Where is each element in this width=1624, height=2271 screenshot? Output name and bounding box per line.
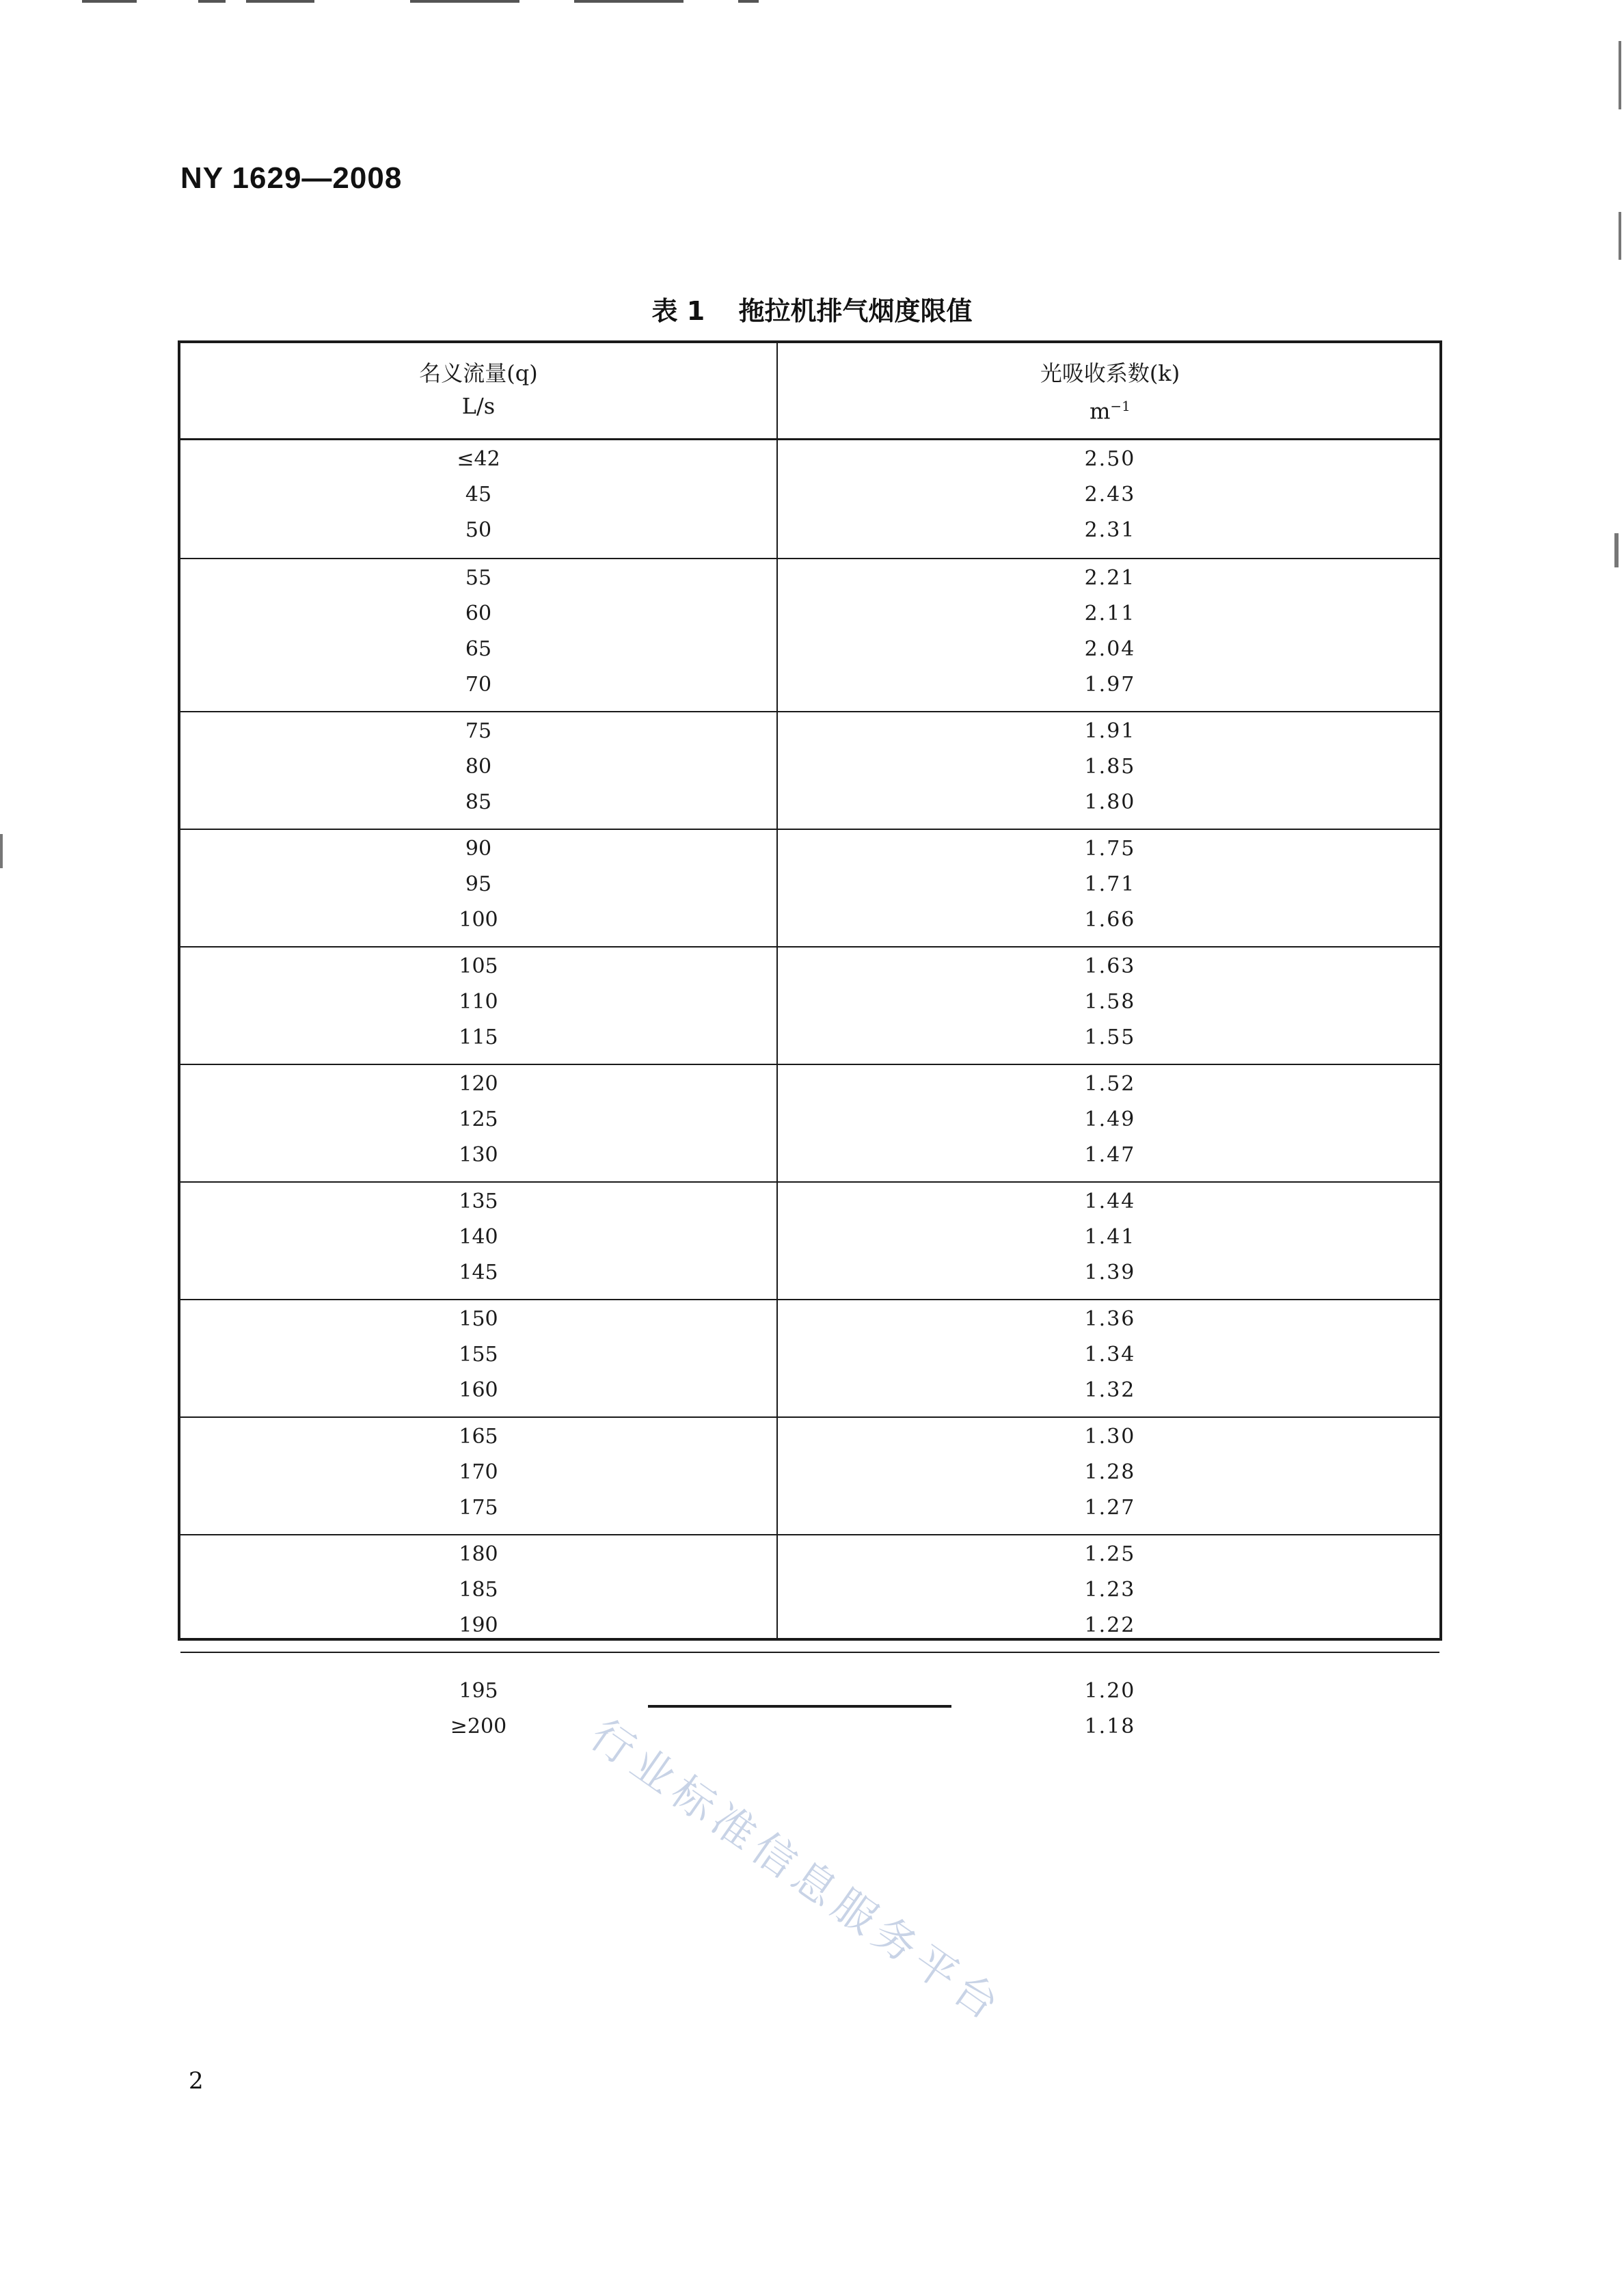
absorption-cell: 1.18 bbox=[1084, 1715, 1136, 1738]
flow-cell: 165 bbox=[459, 1425, 498, 1449]
absorption-cell: 2.31 bbox=[1084, 518, 1136, 542]
flow-cell: 75 bbox=[465, 719, 492, 743]
absorption-cell: 1.52 bbox=[1084, 1072, 1136, 1096]
table-row bbox=[180, 714, 1439, 749]
flow-cell: 190 bbox=[459, 1613, 498, 1637]
absorption-cell: 2.50 bbox=[1084, 447, 1136, 471]
table-row bbox=[180, 1220, 1439, 1255]
absorption-cell: 1.34 bbox=[1084, 1343, 1136, 1367]
table-row bbox=[180, 1709, 1439, 1745]
absorption-cell: 2.11 bbox=[1084, 602, 1136, 626]
absorption-cell: 1.32 bbox=[1084, 1378, 1136, 1402]
flow-cell: 195 bbox=[459, 1679, 498, 1703]
scan-mark bbox=[738, 0, 759, 3]
emission-limit-table bbox=[178, 340, 1442, 1738]
flow-cell: 180 bbox=[459, 1542, 498, 1566]
table-row bbox=[180, 1138, 1439, 1173]
unit-exponent: −1 bbox=[1110, 398, 1131, 414]
table-row bbox=[180, 867, 1439, 902]
absorption-cell: 1.39 bbox=[1084, 1261, 1136, 1285]
table-row bbox=[180, 1066, 1439, 1102]
standard-number: NY 1629—2008 bbox=[180, 161, 403, 195]
scan-mark bbox=[0, 834, 3, 868]
flow-cell: ≤42 bbox=[457, 447, 500, 471]
flow-cell: 160 bbox=[459, 1378, 498, 1402]
table-row-group bbox=[180, 1534, 1439, 1652]
flow-cell: 155 bbox=[459, 1343, 498, 1367]
absorption-cell: 1.20 bbox=[1084, 1679, 1136, 1703]
table-caption-label: 表 1 bbox=[651, 296, 705, 326]
absorption-cell: 1.23 bbox=[1084, 1578, 1136, 1602]
absorption-cell: 1.44 bbox=[1084, 1190, 1136, 1213]
absorption-cell: 1.91 bbox=[1084, 719, 1136, 743]
absorption-cell: 1.36 bbox=[1084, 1307, 1136, 1331]
table-row bbox=[180, 1102, 1439, 1138]
scan-mark bbox=[1619, 41, 1621, 109]
end-rule bbox=[648, 1705, 951, 1708]
flow-cell: ≥200 bbox=[450, 1715, 507, 1738]
table-row bbox=[180, 1020, 1439, 1056]
table-row bbox=[180, 561, 1439, 596]
table-row bbox=[180, 902, 1439, 938]
flow-cell: 80 bbox=[465, 755, 492, 779]
absorption-cell: 1.97 bbox=[1084, 673, 1136, 697]
table-row bbox=[180, 1674, 1439, 1709]
absorption-cell: 2.43 bbox=[1084, 483, 1136, 507]
scan-mark bbox=[246, 0, 314, 3]
table-row-group bbox=[180, 946, 1439, 1064]
flow-cell: 95 bbox=[465, 872, 492, 896]
table-row bbox=[180, 596, 1439, 632]
page-number: 2 bbox=[189, 2067, 204, 2095]
absorption-cell: 1.28 bbox=[1084, 1460, 1136, 1484]
absorption-cell: 1.47 bbox=[1084, 1143, 1136, 1167]
flow-cell: 85 bbox=[465, 790, 492, 814]
flow-cell: 55 bbox=[465, 566, 492, 590]
table-row bbox=[180, 1184, 1439, 1220]
absorption-cell: 1.22 bbox=[1084, 1613, 1136, 1637]
flow-cell: 65 bbox=[465, 637, 492, 661]
absorption-cell: 1.63 bbox=[1084, 954, 1136, 978]
column-header-flow-unit: L/s bbox=[461, 393, 496, 419]
flow-cell: 130 bbox=[459, 1143, 498, 1167]
table-row bbox=[180, 785, 1439, 820]
column-header-absorption-unit bbox=[778, 390, 1442, 428]
table-row bbox=[180, 477, 1439, 513]
table-row bbox=[180, 1537, 1439, 1572]
table-row bbox=[180, 831, 1439, 867]
table-row bbox=[180, 1419, 1439, 1455]
table-row bbox=[180, 1572, 1439, 1608]
absorption-cell: 2.04 bbox=[1084, 637, 1136, 661]
scan-mark bbox=[1619, 212, 1621, 260]
table-caption-title: 拖拉机排气烟度限值 bbox=[738, 296, 973, 326]
absorption-cell: 1.30 bbox=[1084, 1425, 1136, 1449]
table-row bbox=[180, 667, 1439, 703]
table-row bbox=[180, 984, 1439, 1020]
table-row bbox=[180, 442, 1439, 477]
table-row bbox=[180, 513, 1439, 548]
table-row-group bbox=[180, 1416, 1439, 1534]
table-header bbox=[180, 343, 1439, 440]
flow-cell: 60 bbox=[465, 602, 492, 626]
unit-base: m bbox=[1090, 398, 1111, 425]
table-row bbox=[180, 1373, 1439, 1408]
table-row-group bbox=[180, 1181, 1439, 1299]
flow-cell: 50 bbox=[465, 518, 492, 542]
table-row bbox=[180, 1302, 1439, 1337]
absorption-cell: 1.25 bbox=[1084, 1542, 1136, 1566]
absorption-cell: 2.21 bbox=[1084, 566, 1136, 590]
absorption-cell: 1.85 bbox=[1084, 755, 1136, 779]
watermark: 行业标准信息服务平台 bbox=[581, 1709, 1014, 2033]
scan-mark bbox=[198, 0, 226, 3]
table-row bbox=[180, 749, 1439, 785]
table-row bbox=[180, 1337, 1439, 1373]
absorption-cell: 1.41 bbox=[1084, 1225, 1136, 1249]
flow-cell: 70 bbox=[465, 673, 492, 697]
flow-cell: 140 bbox=[459, 1225, 498, 1249]
column-header-flow bbox=[180, 357, 776, 422]
column-header-absorption-name: 光吸收系数(k) bbox=[1040, 360, 1180, 386]
table-row bbox=[180, 949, 1439, 984]
table-row-group bbox=[180, 558, 1439, 711]
flow-cell: 105 bbox=[459, 954, 498, 978]
column-header-flow-name: 名义流量(q) bbox=[419, 360, 538, 386]
flow-cell: 110 bbox=[459, 990, 498, 1014]
absorption-cell: 1.55 bbox=[1084, 1025, 1136, 1049]
table-row-group bbox=[180, 711, 1439, 829]
scan-mark bbox=[574, 0, 684, 3]
scan-mark bbox=[410, 0, 519, 3]
flow-cell: 150 bbox=[459, 1307, 498, 1331]
absorption-cell: 1.80 bbox=[1084, 790, 1136, 814]
column-header-absorption bbox=[778, 357, 1442, 428]
flow-cell: 125 bbox=[459, 1107, 498, 1131]
table-row bbox=[180, 632, 1439, 667]
flow-cell: 100 bbox=[459, 908, 498, 932]
table-row bbox=[180, 1608, 1439, 1643]
table-row-group bbox=[180, 1064, 1439, 1181]
table-row bbox=[180, 1490, 1439, 1526]
flow-cell: 120 bbox=[459, 1072, 498, 1096]
absorption-cell: 1.75 bbox=[1084, 837, 1136, 861]
flow-cell: 170 bbox=[459, 1460, 498, 1484]
flow-cell: 135 bbox=[459, 1190, 498, 1213]
table-row bbox=[180, 1455, 1439, 1490]
absorption-cell: 1.71 bbox=[1084, 872, 1136, 896]
flow-cell: 145 bbox=[459, 1261, 498, 1285]
table-row-group bbox=[180, 1299, 1439, 1416]
scan-mark bbox=[1614, 533, 1619, 567]
absorption-cell: 1.27 bbox=[1084, 1496, 1136, 1520]
flow-cell: 45 bbox=[465, 483, 492, 507]
table-row-group bbox=[180, 1652, 1439, 1757]
table-row-group bbox=[180, 829, 1439, 946]
flow-cell: 90 bbox=[465, 837, 492, 861]
absorption-cell: 1.49 bbox=[1084, 1107, 1136, 1131]
flow-cell: 115 bbox=[459, 1025, 498, 1049]
scan-mark bbox=[82, 0, 137, 3]
flow-cell: 185 bbox=[459, 1578, 498, 1602]
flow-cell: 175 bbox=[459, 1496, 498, 1520]
table-row bbox=[180, 1255, 1439, 1291]
table-caption bbox=[0, 290, 1624, 327]
absorption-cell: 1.58 bbox=[1084, 990, 1136, 1014]
absorption-cell: 1.66 bbox=[1084, 908, 1136, 932]
table-row-group bbox=[180, 440, 1439, 558]
